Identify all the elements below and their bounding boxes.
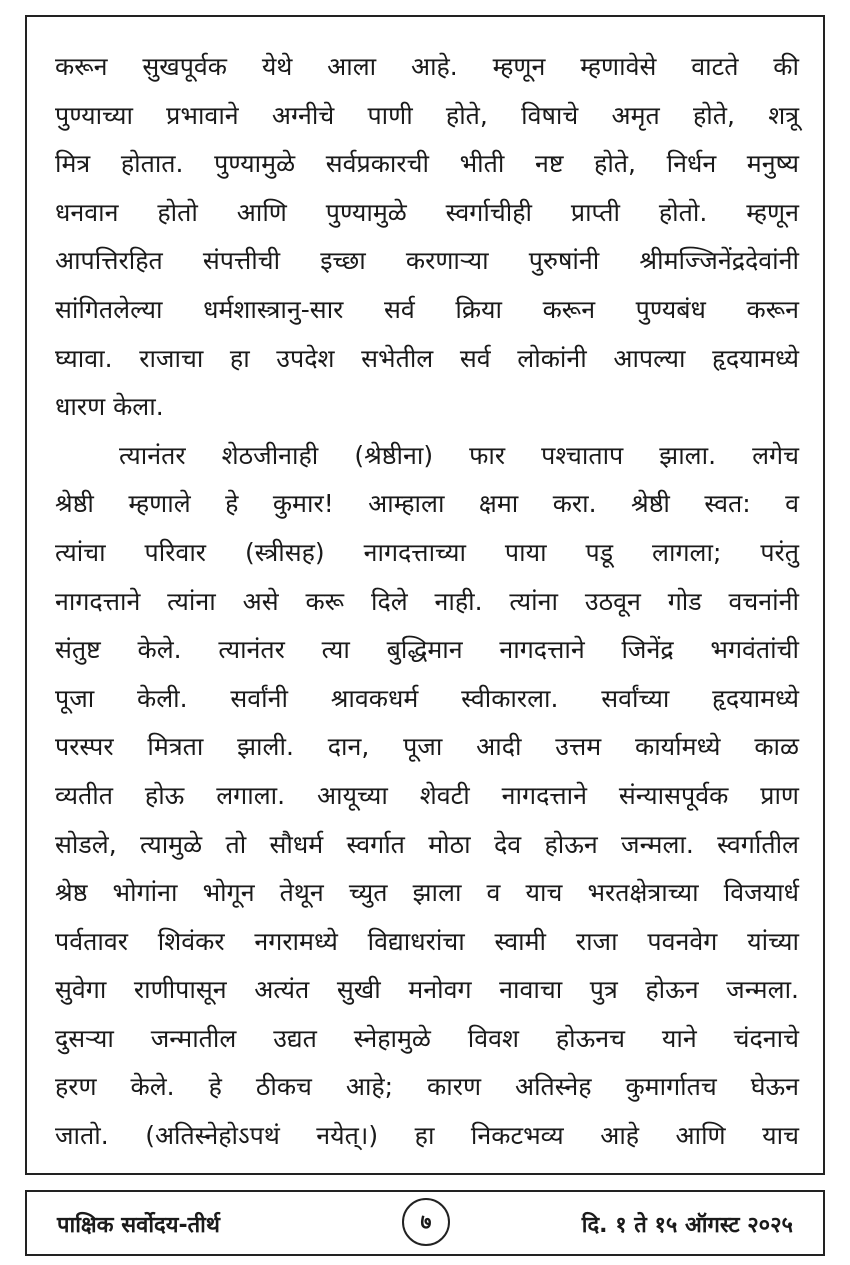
- text-line: हरण केले. हे ठीकच आहे; कारण अतिस्नेह कुमार्गातच घेऊन: [55, 1072, 799, 1102]
- text-line: श्रेष्ठी म्हणाले हे कुमार! आम्हाला क्षमा करा. श्रेष्ठी स्वत: व: [55, 489, 799, 519]
- text-line: त्यांचा परिवार (स्त्रीसह) नागदत्ताच्या पाया पडू लागला; परंतु: [55, 537, 799, 567]
- text-line: जातो. (अतिस्नेहोऽपथं नयेत्।) हा निकटभव्य आहे आणि याच: [55, 1121, 799, 1151]
- text-line: धारण केला.: [55, 392, 164, 422]
- page-footer: [25, 1190, 825, 1256]
- text-line: करून सुखपूर्वक येथे आला आहे. म्हणून म्हणावेसे वाटते की: [55, 52, 799, 81]
- text-line: घ्यावा. राजाचा हा उपदेश सभेतील सर्व लोकांनी आपल्या हृदयामध्ये: [55, 343, 799, 373]
- text-line: सोडले, त्यामुळे तो सौधर्म स्वर्गात मोठा देव होऊन जन्मला. स्वर्गातील: [55, 829, 799, 859]
- issue-date: दि. १ ते १५ ऑगस्ट २०२५: [581, 1213, 793, 1238]
- text-line: पूजा केली. सर्वांनी श्रावकधर्म स्वीकारला. सर्वांच्या हृदयामध्ये: [55, 683, 799, 713]
- text-line: दुसऱ्या जन्मातील उद्यत स्नेहामुळे विवश होऊनच याने चंदनाचे: [55, 1023, 799, 1053]
- text-line: व्यतीत होऊ लगाला. आयूच्या शेवटी नागदत्ताने संन्यासपूर्वक प्राण: [55, 780, 799, 810]
- text-line: नागदत्ताने त्यांना असे करू दिले नाही. त्यांना उठवून गोड वचनांनी: [55, 586, 799, 616]
- publication-name: पाक्षिक सर्वोदय-तीर्थ: [57, 1213, 220, 1238]
- text-line: आपत्तिरहित संपत्तीची इच्छा करणाऱ्या पुरुषांनी श्रीमज्जिनेंद्रदेवांनी: [55, 246, 799, 276]
- paragraph-1: [55, 43, 799, 432]
- text-line: सुवेगा राणीपासून अत्यंत सुखी मनोवग नावाचा पुत्र होऊन जन्मला.: [55, 975, 799, 1005]
- text-line: पुण्याच्या प्रभावाने अग्नीचे पाणी होते, विषाचे अमृत होते, शत्रू: [55, 100, 799, 130]
- page-number-badge: ७: [402, 1198, 450, 1246]
- text-line: धनवान होतो आणि पुण्यामुळे स्वर्गाचीही प्राप्ती होतो. म्हणून: [55, 197, 799, 227]
- paragraph-2: [55, 432, 799, 1161]
- text-line: परस्पर मित्रता झाली. दान, पूजा आदी उत्तम कार्यामध्ये काळ: [55, 732, 799, 762]
- content-frame: [25, 15, 825, 1175]
- text-line: सांगितलेल्या धर्मशास्त्रानु-सार सर्व क्रिया करून पुण्यबंध करून: [55, 294, 799, 324]
- text-line: मित्र होतात. पुण्यामुळे सर्वप्रकारची भीती नष्ट होते, निर्धन मनुष्य: [55, 149, 799, 179]
- text-line: त्यानंतर शेठजीनाही (श्रेष्ठीना) फार पश्चाताप झाला. लगेच: [119, 440, 799, 470]
- body-text: [55, 43, 799, 1161]
- text-line: श्रेष्ठ भोगांना भोगून तेथून च्युत झाला व याच भरतक्षेत्राच्या विजयार्ध: [55, 878, 799, 908]
- text-line: पर्वतावर शिवंकर नगरामध्ये विद्याधरांचा स्वामी राजा पवनवेग यांच्या: [55, 926, 799, 956]
- text-line: संतुष्ट केले. त्यानंतर त्या बुद्धिमान नागदत्ताने जिनेंद्र भगवंतांची: [55, 635, 799, 665]
